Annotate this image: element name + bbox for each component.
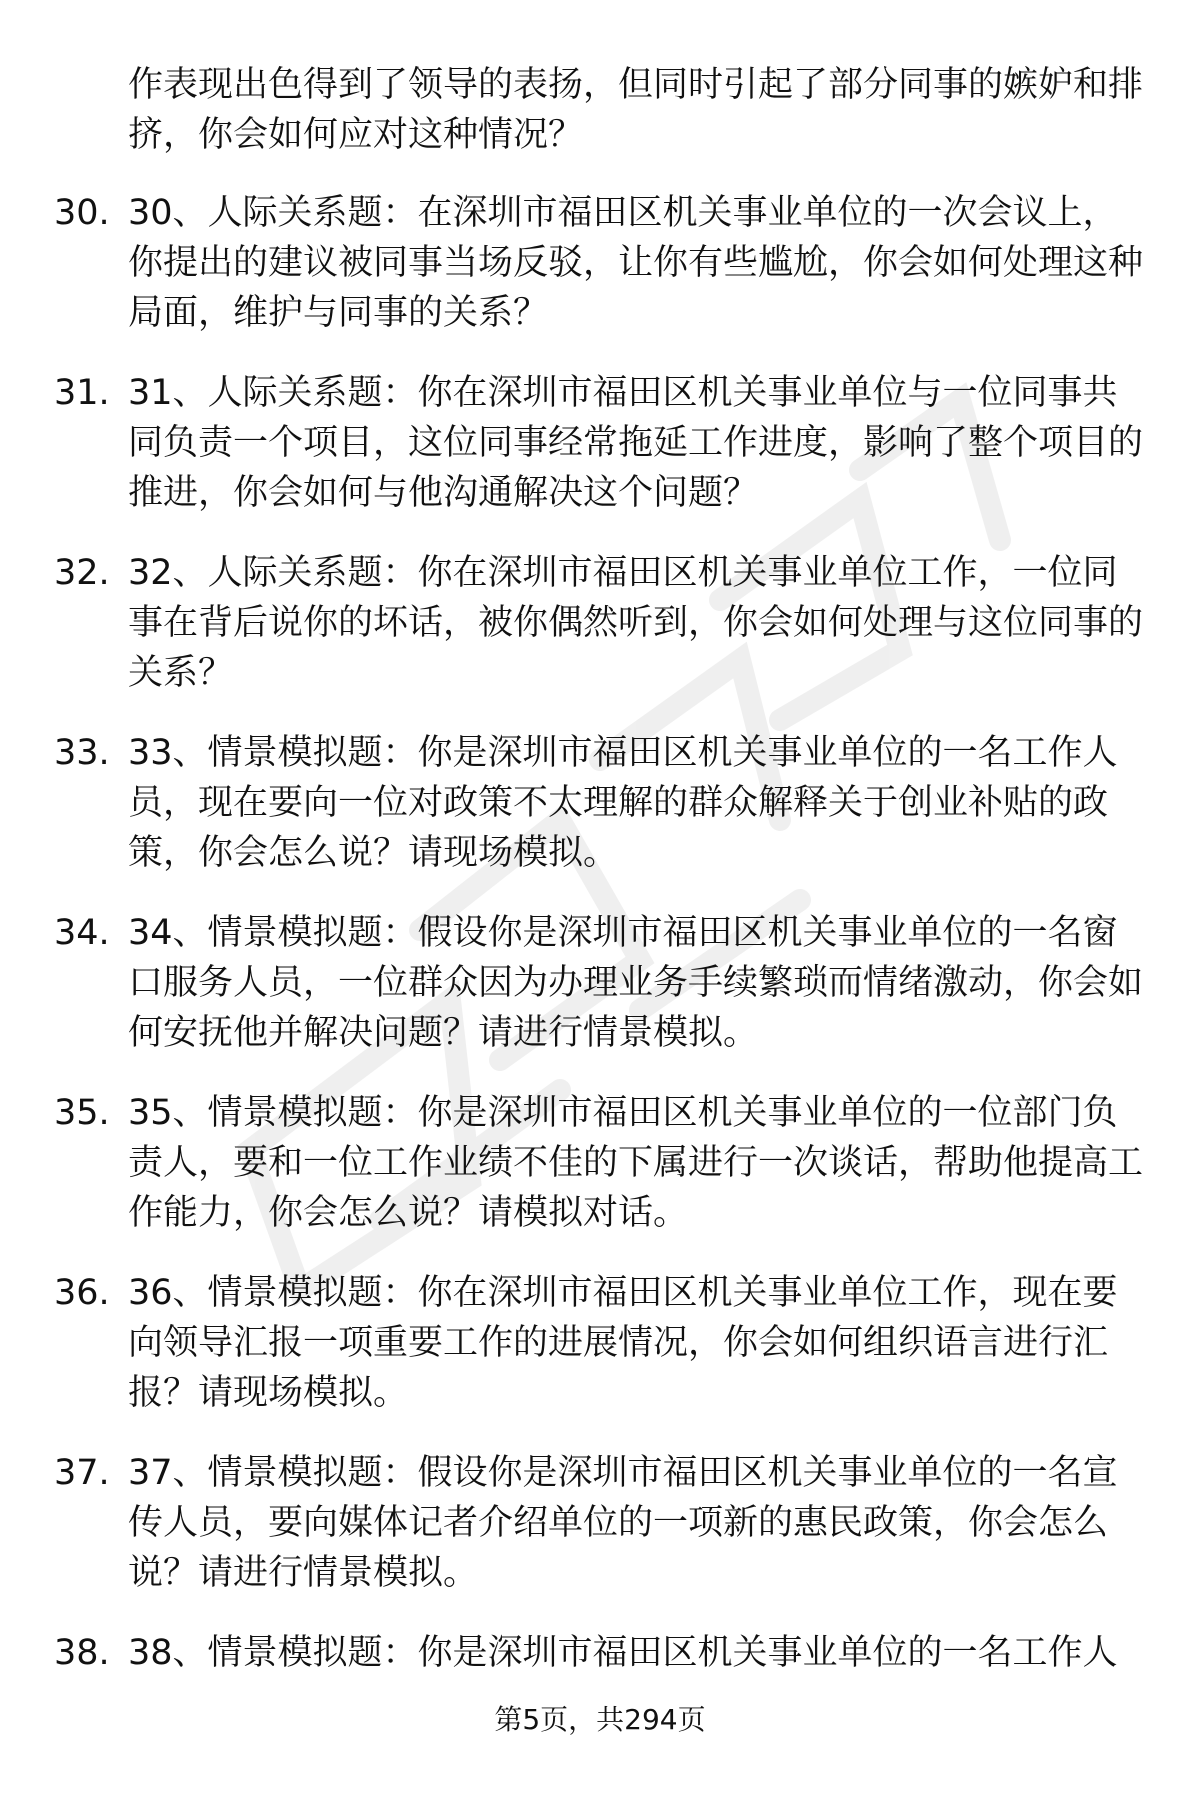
list-item [0,1088,1148,1268]
question-text: 37、情景模拟题：假设你是深圳市福田区机关事业单位的一名宣传人员，要向媒体记者介绍单位的一项新的惠民政策，你会怎么说？请进行情景模拟。 [128,1453,1118,1593]
question-number: 34. [54,913,110,953]
question-number: 33. [54,733,110,773]
question-number: 31. [54,373,110,413]
question-number: 36. [54,1273,110,1313]
question-number: 35. [54,1093,110,1133]
question-number: 38. [54,1633,110,1673]
list-item [0,368,1148,548]
question-text: 31、人际关系题：你在深圳市福田区机关事业单位与一位同事共同负责一个项目，这位同事经常拖延工作进度，影响了整个项目的推进，你会如何与他沟通解决这个问题？ [128,373,1144,513]
list-item [0,188,1148,368]
list-item [0,908,1148,1088]
question-text: 35、情景模拟题：你是深圳市福田区机关事业单位的一位部门负责人，要和一位工作业绩不佳的下属进行一次谈话，帮助他提高工作能力，你会怎么说？请模拟对话。 [128,1093,1144,1233]
continuation-paragraph: 作表现出色得到了领导的表扬，但同时引起了部分同事的嫉妒和排挤，你会如何应对这种情况？ [128,65,1144,155]
list-item [0,1268,1148,1448]
list-item [0,728,1148,908]
page-number-footer: 第5页，共294页 [494,1703,706,1736]
question-text: 36、情景模拟题：你在深圳市福田区机关事业单位工作，现在要向领导汇报一项重要工作的进展情况，你会如何组织语言进行汇报？请现场模拟。 [128,1273,1118,1413]
question-number: 37. [54,1453,110,1493]
question-text: 38、情景模拟题：你是深圳市福田区机关事业单位的一名工作人 [128,1633,1118,1673]
question-number: 30. [54,193,110,233]
question-text: 30、人际关系题：在深圳市福田区机关事业单位的一次会议上，你提出的建议被同事当场反驳，让你有些尴尬，你会如何处理这种局面，维护与同事的关系？ [128,193,1144,333]
question-number: 32. [54,553,110,593]
question-list [0,188,1200,1808]
question-text: 33、情景模拟题：你是深圳市福田区机关事业单位的一名工作人员，现在要向一位对政策不太理解的群众解释关于创业补贴的政策，你会怎么说？请现场模拟。 [128,733,1118,873]
list-item [0,1448,1148,1628]
list-item [0,548,1148,728]
question-text: 34、情景模拟题：假设你是深圳市福田区机关事业单位的一名窗口服务人员，一位群众因为办理业务手续繁琐而情绪激动，你会如何安抚他并解决问题？请进行情景模拟。 [128,913,1144,1053]
question-text: 32、人际关系题：你在深圳市福田区机关事业单位工作，一位同事在背后说你的坏话，被你偶然听到，你会如何处理与这位同事的关系？ [128,553,1144,693]
